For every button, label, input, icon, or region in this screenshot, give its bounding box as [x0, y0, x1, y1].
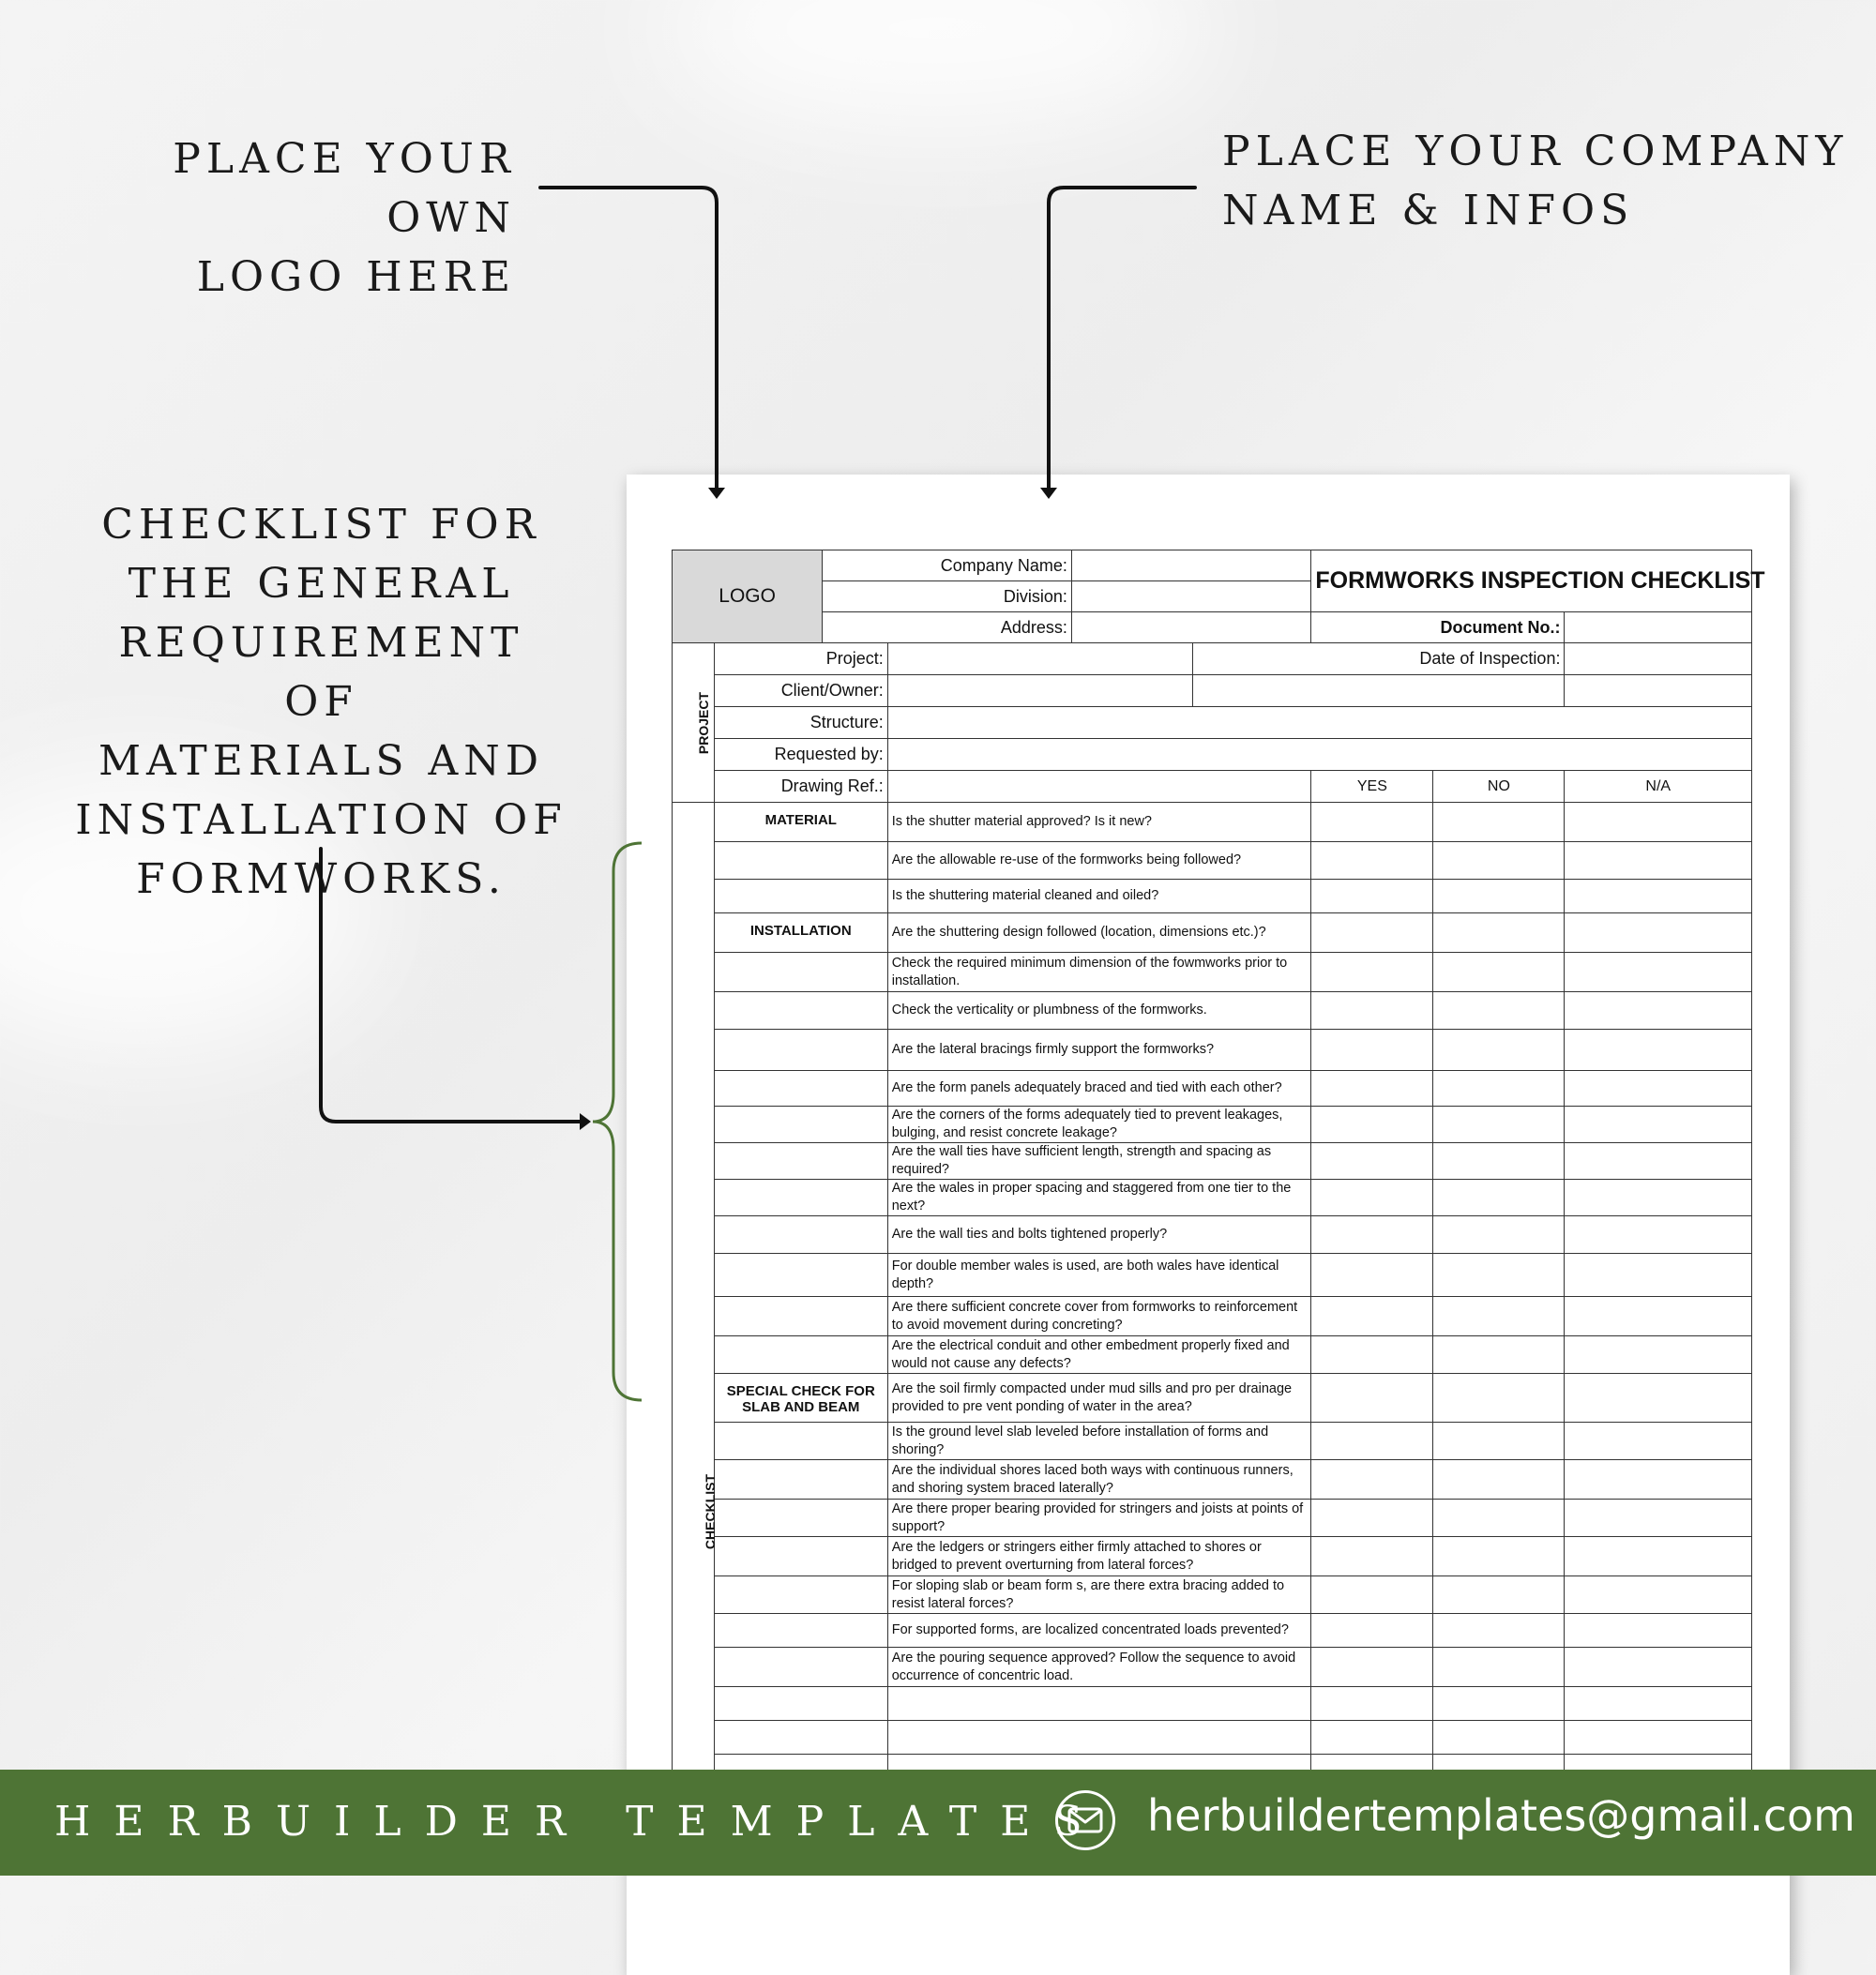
question-text: Check the verticality or plumbness of the formworks. [887, 992, 1311, 1030]
category-label: SPECIAL CHECK FOR SLAB AND BEAM [714, 1374, 887, 1423]
callout-company: PLACE YOUR COMPANY NAME & INFOS [1222, 128, 1849, 234]
brand-name: HERBUILDER TEMPLATES [54, 1798, 1106, 1846]
callout-logo: PLACE YOUR OWN LOGO HERE [173, 135, 516, 301]
question-text: Is the ground level slab leveled before installation of forms and shoring? [887, 1423, 1311, 1460]
project-section-label: PROJECT [673, 643, 715, 803]
checklist-bracket [593, 843, 642, 1400]
question-text: Are the individual shores laced both ways with continuous runners, and shoring system braced laterally? [887, 1460, 1311, 1500]
question-text: Are the lateral bracings firmly support the formworks? [887, 1030, 1311, 1071]
question-text: Check the required minimum dimension of the fowmworks prior to installation. [887, 953, 1311, 992]
logo-placeholder: LOGO [673, 550, 823, 643]
arrowhead [580, 1113, 591, 1130]
question-text: For double member wales is used, are both wales have identical depth? [887, 1254, 1311, 1297]
form-title: FORMWORKS INSPECTION CHECKLIST [1311, 550, 1752, 612]
project-label: Project: [714, 643, 887, 675]
question-text: Are there sufficient concrete cover from formworks to reinforcement to avoid movement during concreting? [887, 1297, 1311, 1336]
category-label: MATERIAL [714, 803, 887, 842]
date-of-inspection-label: Date of Inspection: [1192, 643, 1565, 675]
yes-column-header: YES [1311, 771, 1433, 803]
company-name-label: Company Name: [823, 550, 1072, 581]
question-text: Is the shutter material approved? Is it new? [887, 803, 1311, 842]
question-text: Are the wales in proper spacing and staggered from one tier to the next? [887, 1180, 1311, 1216]
logo-callout-arrow [540, 188, 717, 488]
question-text: Are the form panels adequately braced and tied with each other? [887, 1071, 1311, 1107]
question-text: Are the corners of the forms adequately tied to prevent leakages, bulging, and resist concrete leakage? [887, 1107, 1311, 1143]
requested-by-label: Requested by: [714, 739, 887, 771]
question-text: Are the ledgers or stringers either firmly attached to shores or bridged to prevent overturning from lateral forces? [887, 1537, 1311, 1576]
question-text: Is the shuttering material cleaned and oiled? [887, 880, 1311, 913]
question-text: For supported forms, are localized concentrated loads prevented? [887, 1614, 1311, 1648]
structure-label: Structure: [714, 707, 887, 739]
question-text: Are the wall ties have sufficient length, strength and spacing as required? [887, 1143, 1311, 1180]
na-column-header: N/A [1565, 771, 1752, 803]
question-text: Are the allowable re-use of the formworks being followed? [887, 842, 1311, 880]
question-text: Are the soil firmly compacted under mud sills and pro per drainage provided to pre vent ponding of water in the area? [887, 1374, 1311, 1423]
address-label: Address: [823, 612, 1072, 643]
category-label: INSTALLATION [714, 913, 887, 953]
question-text: Are the shuttering design followed (location, dimensions etc.)? [887, 913, 1311, 953]
question-text: Are the pouring sequence approved? Follow the sequence to avoid occurrence of concentric load. [887, 1648, 1311, 1687]
arrowhead [708, 488, 725, 499]
no-column-header: NO [1433, 771, 1565, 803]
question-text: Are there proper bearing provided for stringers and joists at points of support? [887, 1500, 1311, 1537]
question-text: For sloping slab or beam form s, are there extra bracing added to resist lateral forces? [887, 1576, 1311, 1614]
question-text: Are the electrical conduit and other embedment properly fixed and would not cause any defects? [887, 1336, 1311, 1374]
company-callout-arrow [1049, 188, 1195, 488]
contact-email[interactable]: herbuildertemplates@gmail.com [1147, 1790, 1855, 1841]
footer-bar [0, 1770, 1876, 1876]
envelope-icon [1055, 1790, 1115, 1850]
client-owner-label: Client/Owner: [714, 675, 887, 707]
division-label: Division: [823, 581, 1072, 612]
drawing-ref-label: Drawing Ref.: [714, 771, 887, 803]
checklist-section-label: CHECKLIST [673, 803, 715, 1788]
arrowhead [1040, 488, 1057, 499]
question-text: Are the wall ties and bolts tightened properly? [887, 1216, 1311, 1254]
checklist-callout-arrow [321, 849, 580, 1122]
callout-checklist: CHECKLIST FOR THE GENERAL REQUIREMENT OF MATERIALS AND INSTALLATION OF FORMWORKS. [75, 501, 567, 903]
document-no-label: Document No.: [1311, 612, 1565, 643]
